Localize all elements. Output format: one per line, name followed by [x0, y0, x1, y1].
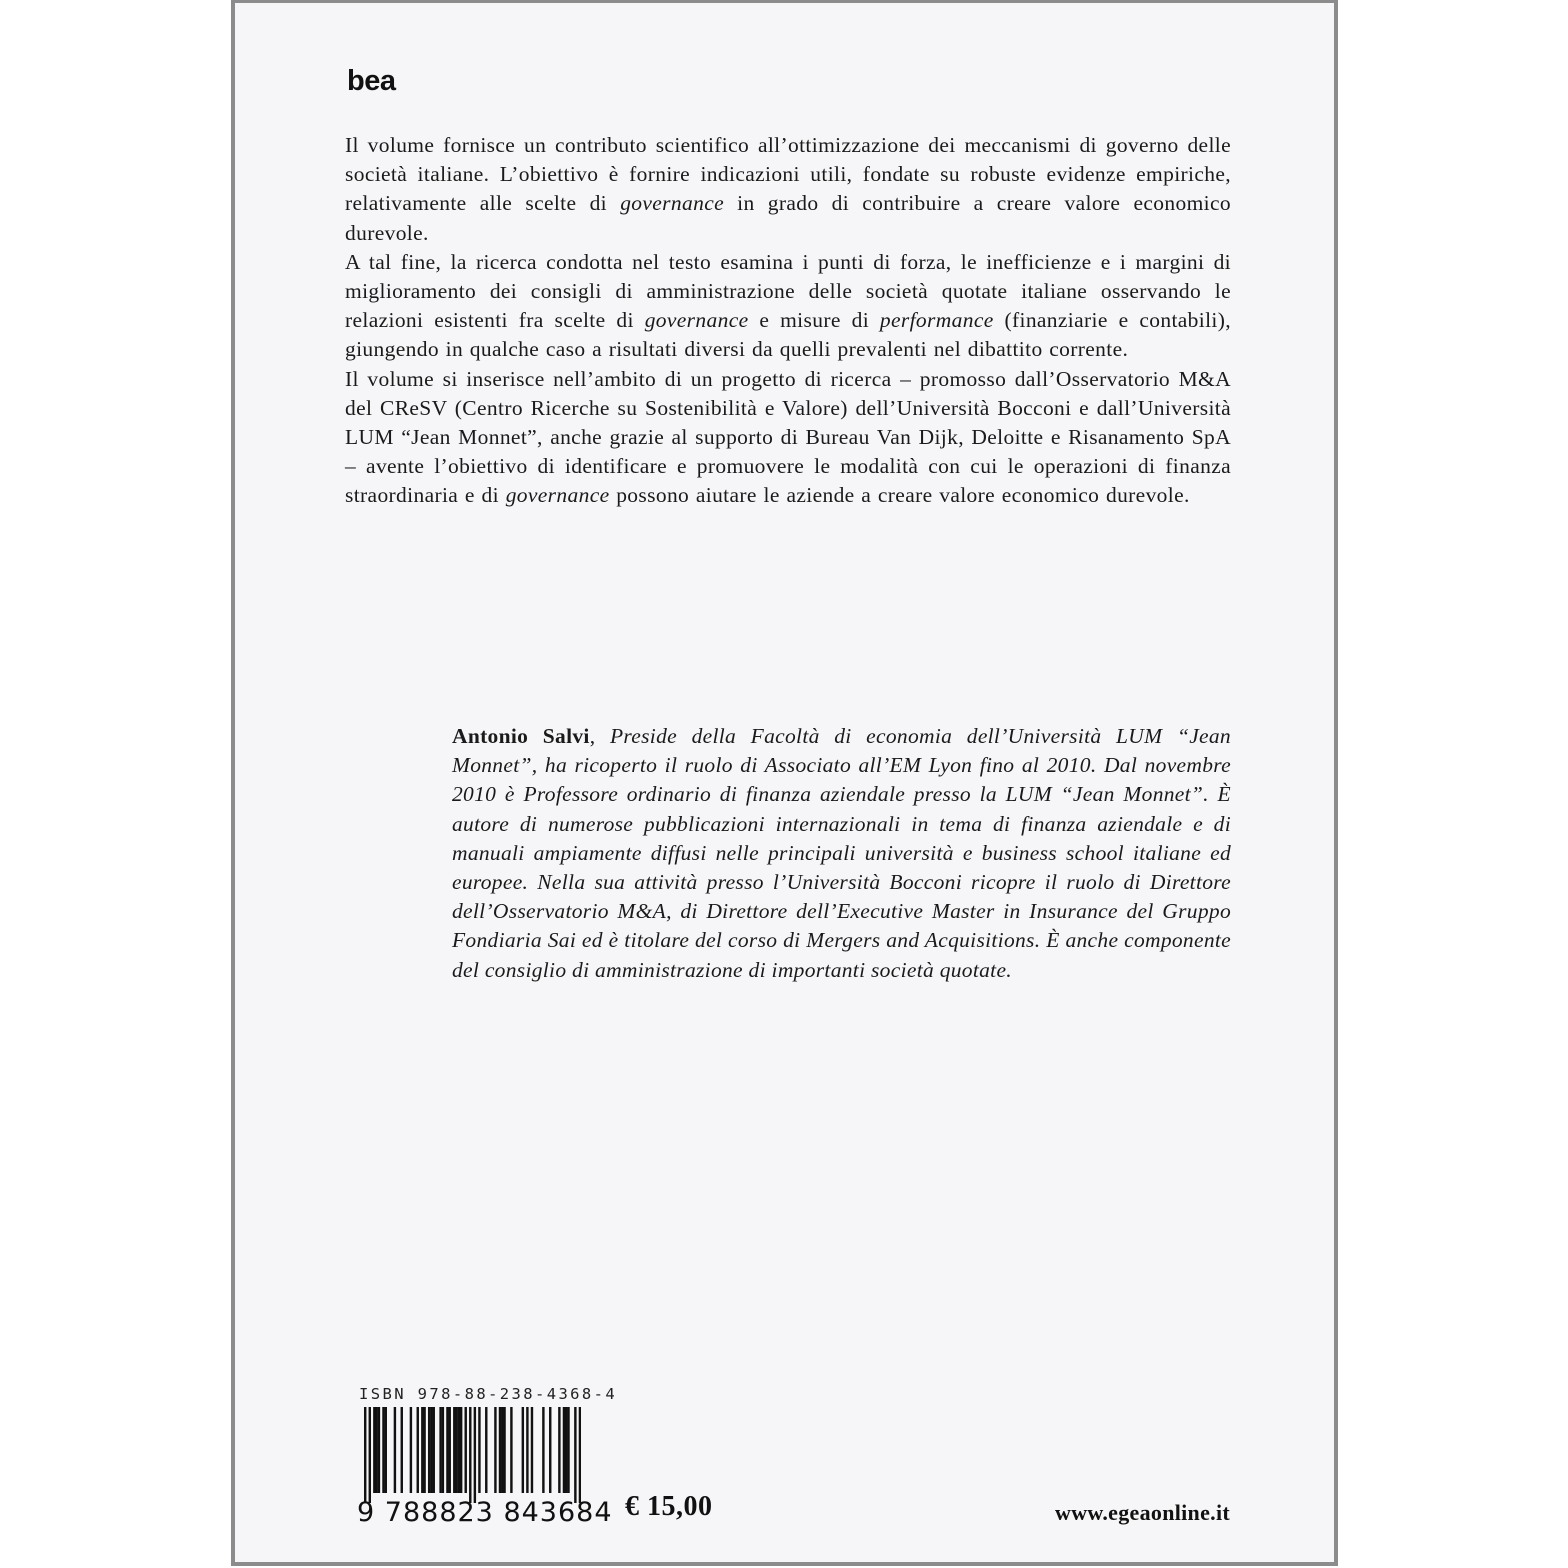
text-run: Il volume si inserisce nell’ambito di un progetto di ricerca – promosso dall’Osservatorio M&A del CReSV (Centro Ricerche su Sostenibilità e Valore) dell’Università Bocconi e dall’Università LUM “Jean Monnet”, anche grazie al supporto di Bureau Van Dijk, Deloitte e Risanamento SpA – avente l’obiettivo di identificare e promuovere le modalità con cui le operazioni di finanza straordinaria e di [345, 366, 1231, 508]
publisher-website: www.egeaonline.it [1055, 1500, 1230, 1525]
blurb-paragraph [345, 131, 1231, 248]
book-back-cover [231, 0, 1338, 1566]
blurb-paragraph [345, 365, 1231, 511]
author-separator: , [589, 724, 610, 748]
barcode-left-group: 788823 [384, 1497, 494, 1528]
author-name: Antonio Salvi [452, 724, 590, 748]
text-run: possono aiutare le aziende a creare valore economico durevole. [609, 483, 1190, 508]
text-run: in grado di contribuire a creare valore economico durevole. [345, 191, 1231, 245]
italic-term: governance [644, 308, 749, 333]
italic-term: governance [505, 483, 610, 508]
barcode-icon [364, 1407, 581, 1503]
italic-term: performance [879, 308, 994, 333]
italic-term: governance [620, 191, 724, 216]
blurb-paragraph [345, 248, 1231, 365]
barcode-right-group: 843684 [503, 1497, 613, 1528]
text-run: A tal fine, la ricerca condotta nel testo esamina i punti di forza, le inefficienze e i margini di miglioramento dei consigli di amministrazione delle società quotate italiane osservando le relazioni esistenti fra scelte di [345, 249, 1231, 333]
barcode-first-digit: 9 [357, 1497, 376, 1528]
book-blurb [345, 131, 1231, 511]
text-run: Il volume fornisce un contributo scientifico all’ottimizzazione dei meccanismi di governo delle società italiane. L’obiettivo è fornire indicazioni utili, fondate su robuste evidenze empiriche, relativamente alle scelte di [345, 133, 1231, 216]
author-bio [452, 722, 1231, 985]
text-run: e misure di [748, 308, 880, 333]
text-run: (finanziarie e contabili), giungendo in qualche caso a risultati diversi da quelli prevalenti nel dibattito corrente. [345, 308, 1231, 362]
isbn-label: ISBN 978-88-238-4368-4 [359, 1385, 618, 1403]
publisher-logo: bea [347, 65, 396, 97]
author-bio-text: Preside della Facoltà di economia dell’Università LUM “Jean Monnet”, ha ricoperto il ruolo di Associato all’EM Lyon fino al 2010. Dal novembre 2010 è Professore ordinario di finanza aziendale presso la LUM “Jean Monnet”. È autore di numerose pubblicazioni internazionali in tema di finanza aziendale e di manuali ampiamente diffusi nelle principali università e business school italiane ed europee. Nella sua attività presso l’Università Bocconi ricopre il ruolo di Direttore dell’Osservatorio M&A, di Direttore dell’Executive Master in Insurance del Gruppo Fondiaria Sai ed è titolare del corso di Mergers and Acquisitions. È anche componente del consiglio di amministrazione di importanti società quotate. [452, 724, 1231, 982]
price-label: € 15,00 [625, 1491, 713, 1522]
barcode-digits [357, 1497, 613, 1528]
